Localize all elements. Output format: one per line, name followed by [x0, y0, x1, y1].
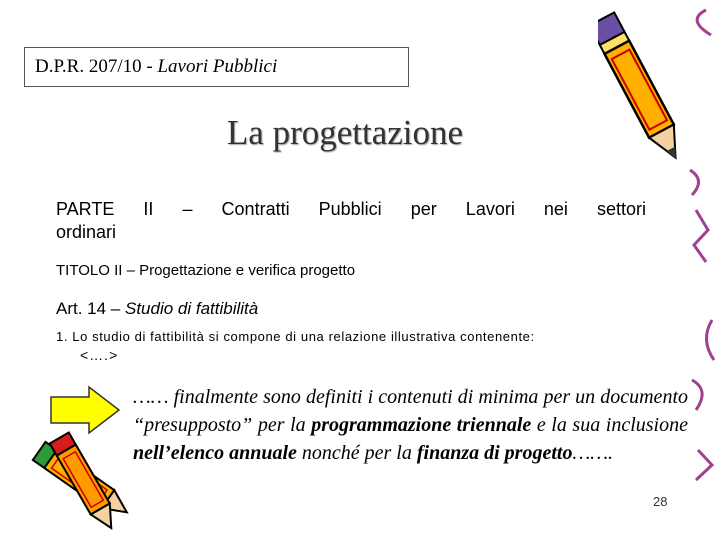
paragraph-bold-2: nell’elenco annuale: [133, 442, 297, 464]
pencils-icon: [30, 430, 145, 535]
header-prefix: D.P.R. 207/10 -: [35, 56, 158, 77]
list-item-1-ellipsis: <….>: [80, 347, 119, 363]
article-prefix: Art. 14 –: [56, 299, 125, 318]
article-title: Studio di fattibilità: [124, 299, 259, 318]
paragraph-bold-1: programmazione triennale: [311, 414, 532, 436]
header-italic: Lavori Pubblici: [157, 56, 278, 77]
slide-title: La progettazione: [226, 113, 464, 152]
header-box: [24, 47, 409, 87]
pencil-icon: [598, 2, 678, 172]
decorative-strokes-icon: [676, 0, 720, 540]
paragraph-text-3: nonché per la: [296, 442, 417, 464]
paragraph-bold-3: finanza di progetto: [416, 442, 573, 464]
paragraph-text-4: …….: [572, 442, 614, 464]
page-number: 28: [653, 494, 668, 509]
list-item-1: 1. Lo studio di fattibilità si compone di una relazione illustrativa contenente:: [56, 329, 535, 344]
parte-line-1: PARTE II – Contratti Pubblici per Lavori nei settori: [56, 199, 646, 219]
article-heading: [56, 299, 258, 319]
main-paragraph: [133, 383, 688, 467]
parte-line-2: ordinari: [56, 222, 117, 242]
paragraph-text-1: …… finalmente sono definiti i contenuti di minima per un documento “presupposto” per la: [133, 386, 688, 436]
titolo-heading: TITOLO II – Progettazione e verifica progetto: [56, 262, 356, 279]
paragraph-text-2: e la sua inclusione: [531, 414, 688, 436]
arrow-right-icon: [49, 385, 121, 435]
